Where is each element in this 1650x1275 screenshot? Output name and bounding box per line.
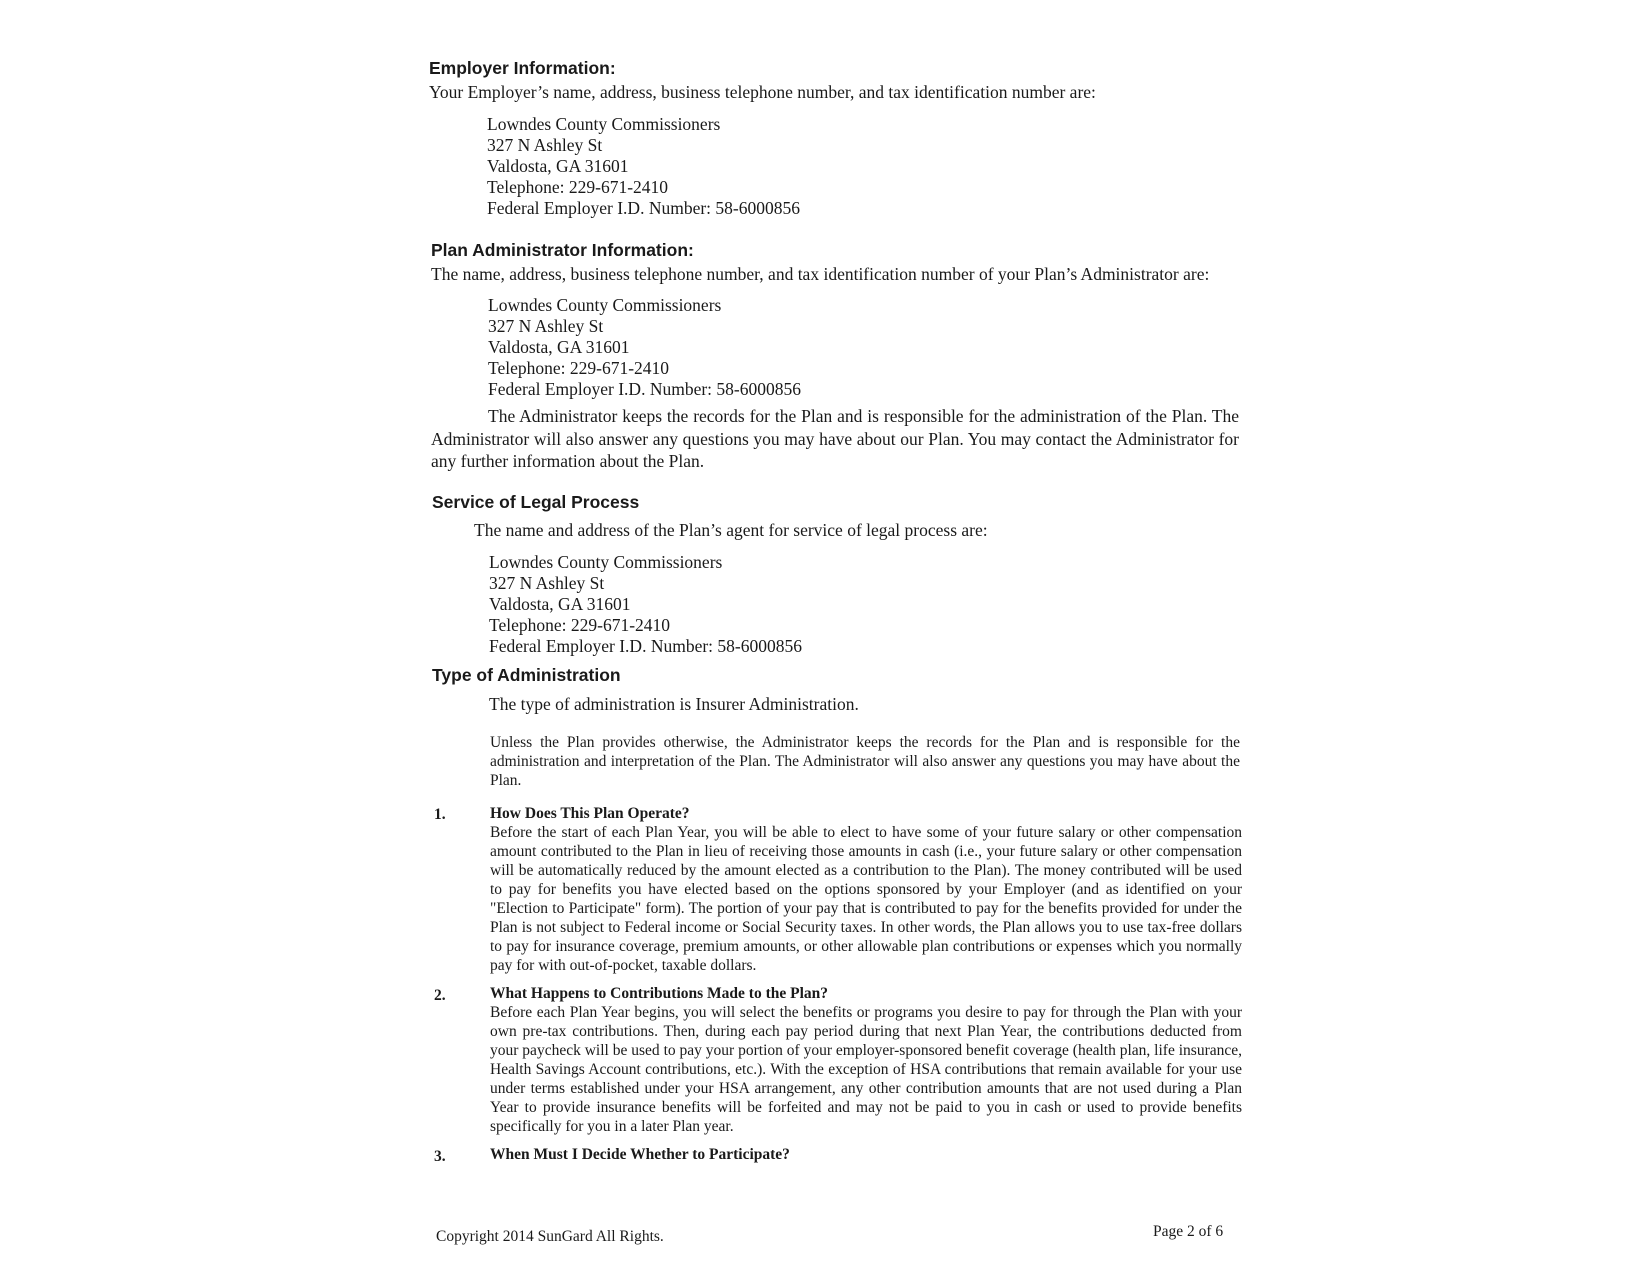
address-line: Lowndes County Commissioners — [487, 114, 721, 134]
item-title: When Must I Decide Whether to Participate? — [490, 1146, 790, 1163]
address-line: Valdosta, GA 31601 — [487, 156, 629, 176]
item-number: 2. — [434, 987, 446, 1004]
footer-copyright: Copyright 2014 SunGard All Rights. — [436, 1228, 664, 1245]
employer-heading: Employer Information: — [429, 58, 616, 78]
item-number: 1. — [434, 806, 446, 823]
admin-type-heading: Type of Administration — [432, 665, 621, 685]
address-line: Telephone: 229-671-2410 — [488, 358, 670, 378]
address-line: Valdosta, GA 31601 — [489, 594, 631, 614]
address-line: Telephone: 229-671-2410 — [489, 615, 671, 635]
item-decide-participate — [490, 1145, 1242, 1164]
address-line: 327 N Ashley St — [488, 316, 604, 336]
address-line: Lowndes County Commissioners — [489, 552, 723, 572]
item-contributions — [490, 984, 1242, 1136]
address-line: Federal Employer I.D. Number: 58-6000856 — [487, 198, 800, 218]
item-number: 3. — [434, 1148, 446, 1165]
administrator-intro: The name, address, business telephone number, and tax identification number of your Plan’s Administrator are: — [431, 264, 1210, 284]
legal-address — [489, 552, 802, 657]
address-line: Lowndes County Commissioners — [488, 295, 722, 315]
administrator-address — [488, 295, 801, 400]
admin-type-text: The type of administration is Insurer Administration. — [489, 694, 859, 714]
employer-intro: Your Employer’s name, address, business telephone number, and tax identification number are: — [429, 82, 1096, 102]
administrator-heading: Plan Administrator Information: — [431, 240, 694, 260]
address-line: 327 N Ashley St — [487, 135, 603, 155]
legal-intro: The name and address of the Plan’s agent for service of legal process are: — [474, 520, 988, 540]
footer-page-number: Page 2 of 6 — [1153, 1223, 1224, 1240]
item-title: How Does This Plan Operate? — [490, 805, 690, 822]
address-line: Federal Employer I.D. Number: 58-6000856 — [489, 636, 802, 656]
item-title: What Happens to Contributions Made to the Plan? — [490, 985, 829, 1002]
item-body: Before each Plan Year begins, you will select the benefits or programs you desire to pay for through the Plan with your own pre-tax contributions. Then, during each pay period during that next Plan Year, the contributions deducted from your paycheck will be used to pay your portion of your employer-sponsored benefit coverage (health plan, life insurance, Health Savings Account contributions, etc.). With the exception of HSA contributions that remain available for your use under terms established under your HSA arrangement, any other contribution amounts that are not used during a Plan Year to provide insurance benefits will be forfeited and may not be paid to you in cash or used to provide benefits specifically for you in a later Plan year. — [490, 1004, 1242, 1135]
employer-address — [487, 114, 800, 219]
admin-type-paragraph: Unless the Plan provides otherwise, the Administrator keeps the records for the Plan and is responsible for the administration and interpretation of the Plan. The Administrator will also answer any questions you may have about the Plan. — [490, 734, 1240, 789]
address-line: Telephone: 229-671-2410 — [487, 177, 669, 197]
administrator-paragraph: The Administrator keeps the records for the Plan and is responsible for the administration of the Plan. The Administrator will also answer any questions you may have about our Plan. You may contact the Administrator for any further information about the Plan. — [431, 406, 1239, 471]
item-how-plan-operates — [490, 804, 1242, 975]
item-body: Before the start of each Plan Year, you will be able to elect to have some of your future salary or other compensation amount contributed to the Plan in lieu of receiving those amounts in cash (i.e., your future salary or other compensation will be automatically reduced by the amount elected as a contribution to the Plan). The money contributed will be used to pay for benefits you have elected based on the options sponsored by your Employer (and as identified on your "Election to Participate" form). The portion of your pay that is contributed to pay for the benefits provided for under the Plan is not subject to Federal income or Social Security taxes. In other words, the Plan allows you to use tax-free dollars to pay for insurance coverage, premium amounts, or other allowable plan contributions or expenses which you normally pay for with out-of-pocket, taxable dollars. — [490, 824, 1242, 974]
address-line: 327 N Ashley St — [489, 573, 605, 593]
legal-heading: Service of Legal Process — [432, 492, 640, 512]
address-line: Valdosta, GA 31601 — [488, 337, 630, 357]
address-line: Federal Employer I.D. Number: 58-6000856 — [488, 379, 801, 399]
